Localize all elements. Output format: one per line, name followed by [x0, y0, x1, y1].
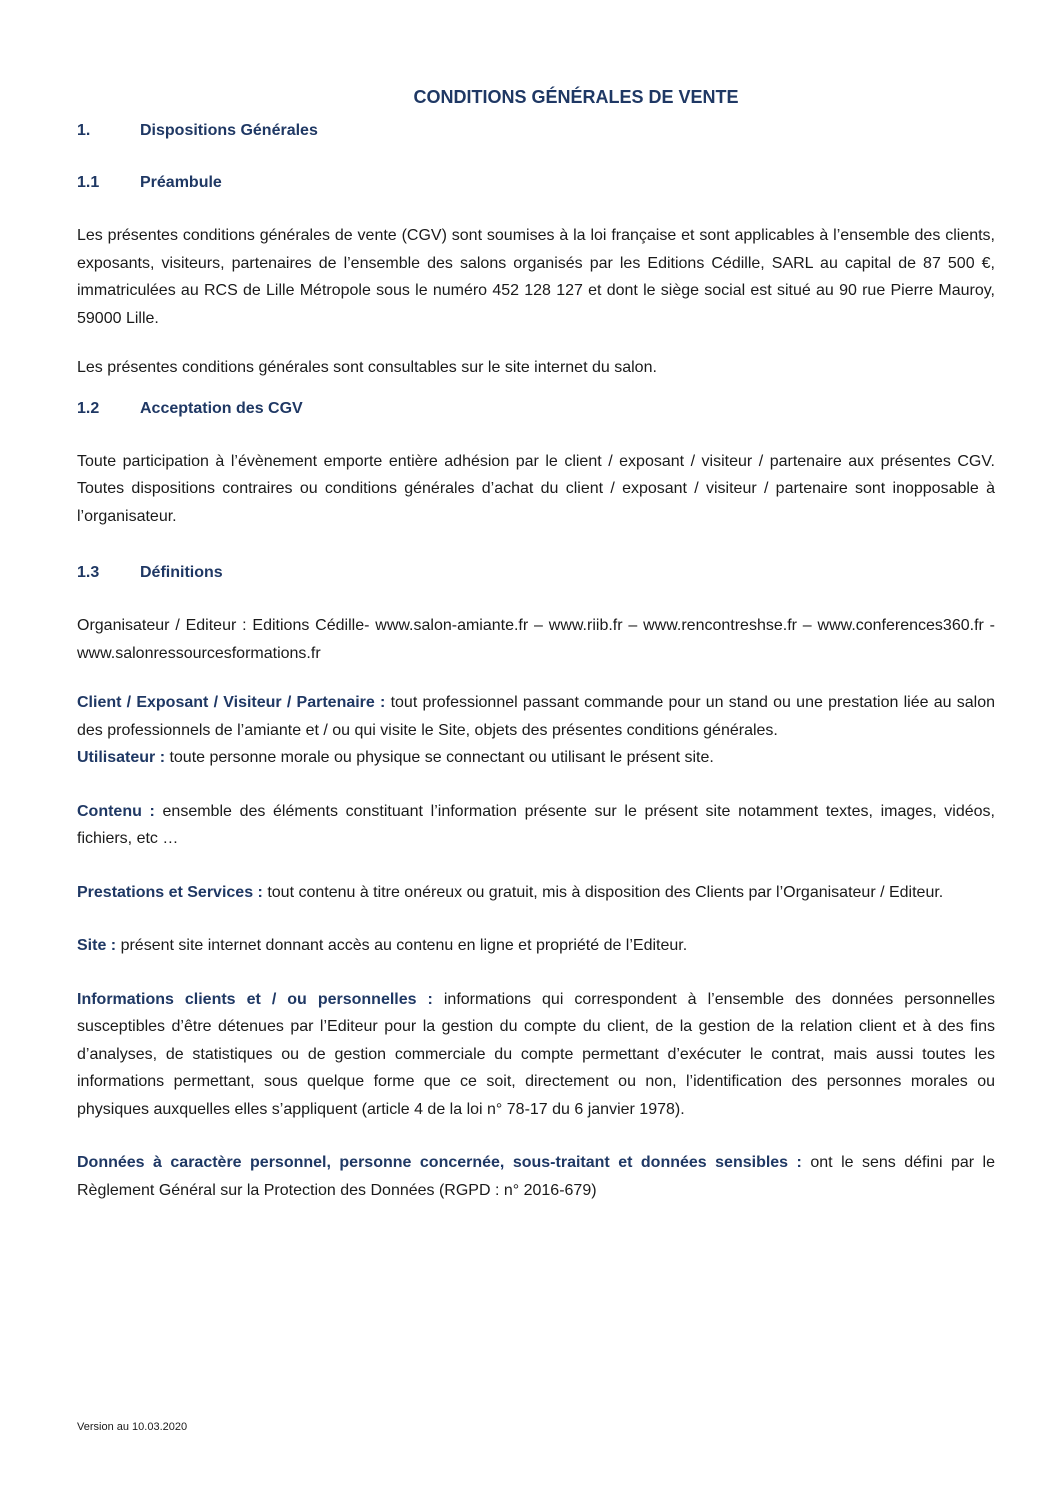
definition-term: Utilisateur :: [77, 749, 166, 766]
definition-personal-info: [77, 986, 995, 1124]
definition-text: toute personne morale ou physique se connectant ou utilisant le présent site.: [165, 749, 714, 766]
section-number: 1.1: [77, 174, 100, 191]
definition-term: Client / Exposant / Visiteur / Partenaire :: [77, 694, 386, 711]
section-1-1-heading: [77, 172, 995, 194]
version-footer: Version au 10.03.2020: [77, 1421, 188, 1433]
document-page: [77, 84, 995, 1204]
organizer-definition: Organisateur / Editeur : Editions Cédille- www.salon-amiante.fr – www.riib.fr – www.rencontreshse.fr – www.conferences360.fr - www.salonressourcesformations.fr: [77, 617, 995, 662]
acceptance-paragraph: Toute participation à l’évènement emporte entière adhésion par le client / exposant / visiteur / partenaire aux présentes CGV. Toutes dispositions contraires ou conditions générales d’achat du client / exposant / visiteur / partenaire sont inopposable à l’organisateur.: [77, 452, 995, 525]
section-number: 1.3: [77, 564, 100, 581]
definition-services: [77, 879, 995, 907]
definition-text: ensemble des éléments constituant l’information présente sur le présent site notamment textes, images, vidéos, fichiers, etc …: [77, 802, 995, 847]
section-1-3-heading: [77, 562, 995, 584]
definition-content: [77, 798, 995, 853]
section-title: Définitions: [140, 564, 223, 581]
section-number: 1.2: [77, 399, 100, 417]
definition-term: Site :: [77, 937, 117, 954]
section-1-heading: [77, 120, 995, 142]
definition-user: [77, 744, 995, 772]
section-1-2-heading: [77, 398, 995, 420]
definition-text: tout professionnel passant commande pour un stand ou une prestation liée au salon des professionnels de l’amiante et / ou qui visite le Site, objets des présentes conditions générales.: [77, 694, 995, 739]
section-title: Acceptation des CGV: [140, 399, 303, 417]
definition-text: présent site internet donnant accès au contenu en ligne et propriété de l’Editeur.: [116, 937, 688, 954]
preamble-paragraph: Les présentes conditions générales de vente (CGV) sont soumises à la loi française et sont applicables à l’ensemble des clients, exposants, visiteurs, partenaires de l’ensemble des salons organisés par les Editions Cédille, SARL au capital de 87 500 €, immatriculées au RCS de Lille Métropole sous le numéro 452 128 127 et dont le siège social est situé au 90 rue Pierre Mauroy, 59000 Lille.: [77, 227, 995, 327]
section-number: 1.: [77, 122, 91, 139]
document-title: CONDITIONS GÉNÉRALES DE VENTE: [413, 87, 739, 107]
definition-term: Informations clients et / ou personnelles :: [77, 990, 433, 1008]
definition-term: Données à caractère personnel, personne concernée, sous-traitant et données sensibles :: [77, 1154, 802, 1171]
section-title: Préambule: [140, 174, 222, 191]
preamble-availability-paragraph: Les présentes conditions générales sont consultables sur le site internet du salon.: [77, 359, 657, 376]
definition-term: Prestations et Services :: [77, 883, 263, 901]
definition-text: ont le sens défini par le Règlement Général sur la Protection des Données (RGPD : n° 2016-679): [77, 1154, 996, 1199]
definition-client: [77, 689, 995, 744]
definition-site: [77, 932, 995, 960]
definition-text: informations qui correspondent à l’ensemble des données personnelles susceptibles d’être détenues par l’Editeur pour la gestion du compte du client, de la gestion de la relation client et à des fins d’analyses, de statistiques ou de gestion commerciale du compte permettant d’exécuter le contrat, mais aussi toutes les informations permettant, sous quelque forme que ce soit, directement ou non, l’identification des personnes morales ou physiques auxquelles elles s’appliquent (article 4 de la loi n° 78-17 du 6 janvier 1978).: [77, 990, 996, 1118]
definition-term: Contenu :: [77, 802, 155, 820]
definition-personal-data: [77, 1149, 995, 1204]
section-title: Dispositions Générales: [140, 122, 318, 139]
definition-text: tout contenu à titre onéreux ou gratuit, mis à disposition des Clients par l’Organisateur / Editeur.: [262, 883, 944, 901]
